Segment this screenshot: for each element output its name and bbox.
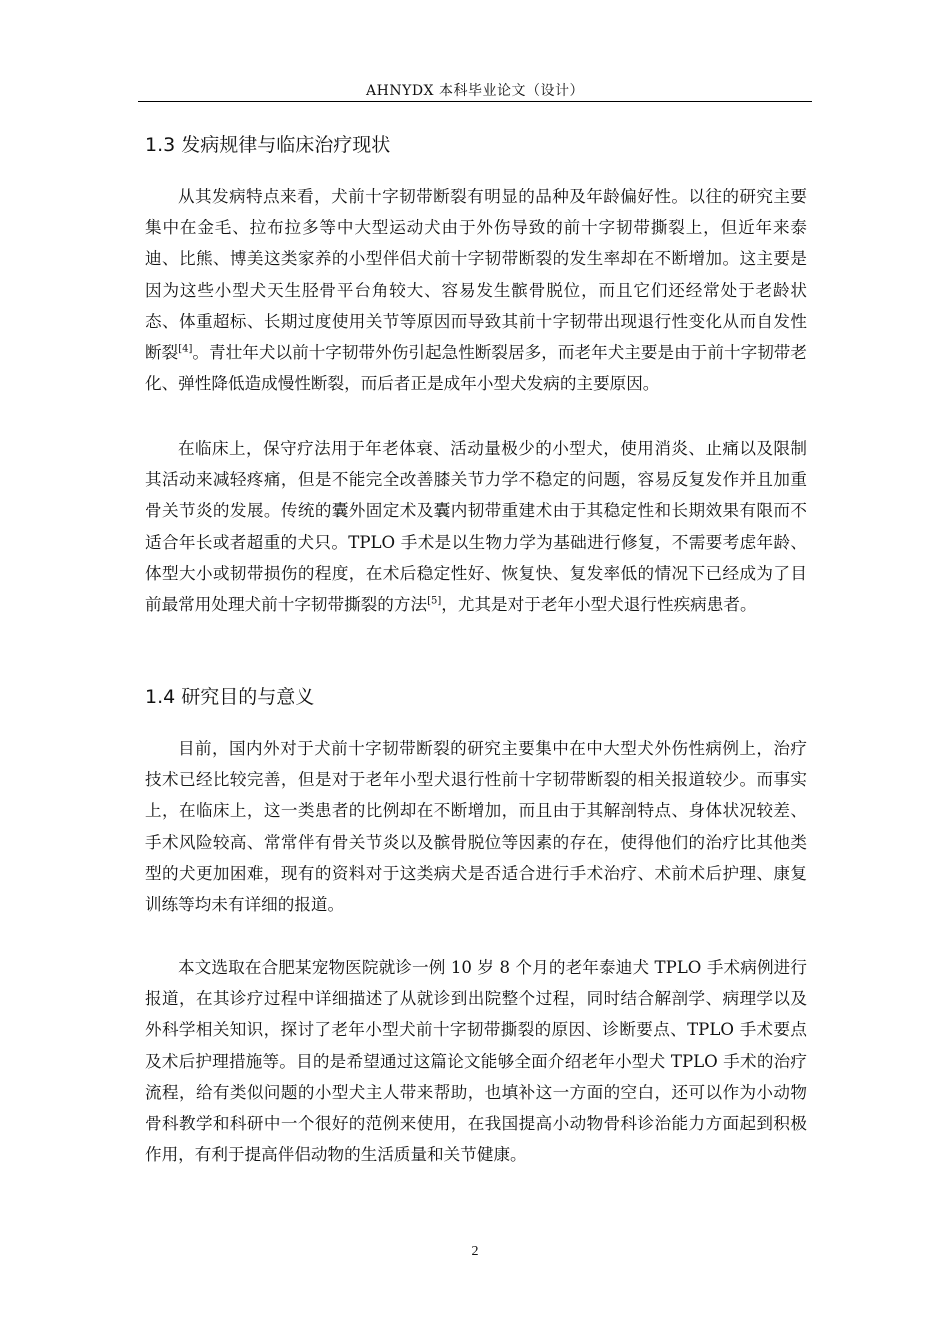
paragraph xyxy=(145,433,807,620)
citation-marker: [4] xyxy=(178,343,193,355)
paragraph-text: 从其发病特点来看，犬前十字韧带断裂有明显的品种及年龄偏好性。以往的研究主要集中在金毛、拉布拉多等中大型运动犬由于外伤导致的前十字韧带撕裂上，但近年来泰迪、比熊、博美这类家养的小型伴侣犬前十字韧带断裂的发生率却在不断增加。这主要是因为这些小型犬天生胫骨平台角较大、容易发生髌骨脱位，而且它们还经常处于老龄状态、体重超标、长期过度使用关节等原因而导致其前十字韧带出现退行性变化从而自发性断裂 xyxy=(145,187,807,363)
paragraph-text: 在临床上，保守疗法用于年老体衰、活动量极少的小型犬，使用消炎、止痛以及限制其活动来减轻疼痛，但是不能完全改善膝关节力学不稳定的问题，容易反复发作并且加重骨关节炎的发展。传统的囊外固定术及囊内韧带重建术由于其稳定性和长期效果有限而不适合年长或者超重的犬只。TPLO 手术是以生物力学为基础进行修复，不需要考虑年龄、体型大小或韧带损伤的程度，在术后稳定性好、恢复快、复发率低的情况下已经成为了目前最常用处理犬前十字韧带撕裂的方法 xyxy=(145,439,807,615)
paragraph-text: ，尤其是对于老年小型犬退行性疾病患者。 xyxy=(441,595,757,615)
paragraph-text: 目前，国内外对于犬前十字韧带断裂的研究主要集中在中大型犬外伤性病例上，治疗技术已经比较完善，但是对于老年小型犬退行性前十字韧带断裂的相关报道较少。而事实上，在临床上，这一类患者的比例却在不断增加，而且由于其解剖特点、身体状况较差、手术风险较高、常常伴有骨关节炎以及髌骨脱位等因素的存在，使得他们的治疗比其他类型的犬更加困难，现有的资料对于这类病犬是否适合进行手术治疗、术前术后护理、康复训练等均未有详细的报道。 xyxy=(145,739,807,915)
section-heading: 1.3 发病规律与临床治疗现状 xyxy=(145,134,391,156)
running-header: AHNYDX 本科毕业论文（设计） xyxy=(366,83,584,99)
paragraph-text: 。青壮年犬以前十字韧带外伤引起急性断裂居多，而老年犬主要是由于前十字韧带老化、弹性降低造成慢性断裂，而后者正是成年小型犬发病的主要原因。 xyxy=(145,343,808,394)
paragraph xyxy=(145,181,807,399)
header-divider xyxy=(138,101,812,102)
citation-marker: [5] xyxy=(427,595,442,607)
paragraph-text: 本文选取在合肥某宠物医院就诊一例 10 岁 8 个月的老年泰迪犬 TPLO 手术病例进行报道，在其诊疗过程中详细描述了从就诊到出院整个过程，同时结合解剖学、病理学以及外科学相关知识，探讨了老年小型犬前十字韧带撕裂的原因、诊断要点、TPLO 手术要点及术后护理措施等。目的是希望通过这篇论文能够全面介绍老年小型犬 TPLO 手术的治疗流程，给有类似问题的小型犬主人带来帮助，也填补这一方面的空白，还可以作为小动物骨科教学和科研中一个很好的范例来使用，在我国提高小动物骨科诊治能力方面起到积极作用，有利于提高伴侣动物的生活质量和关节健康。 xyxy=(145,958,807,1165)
section-heading: 1.4 研究目的与意义 xyxy=(145,686,315,708)
page-number: 2 xyxy=(471,1244,479,1259)
paragraph xyxy=(145,952,807,1170)
paragraph xyxy=(145,733,807,920)
